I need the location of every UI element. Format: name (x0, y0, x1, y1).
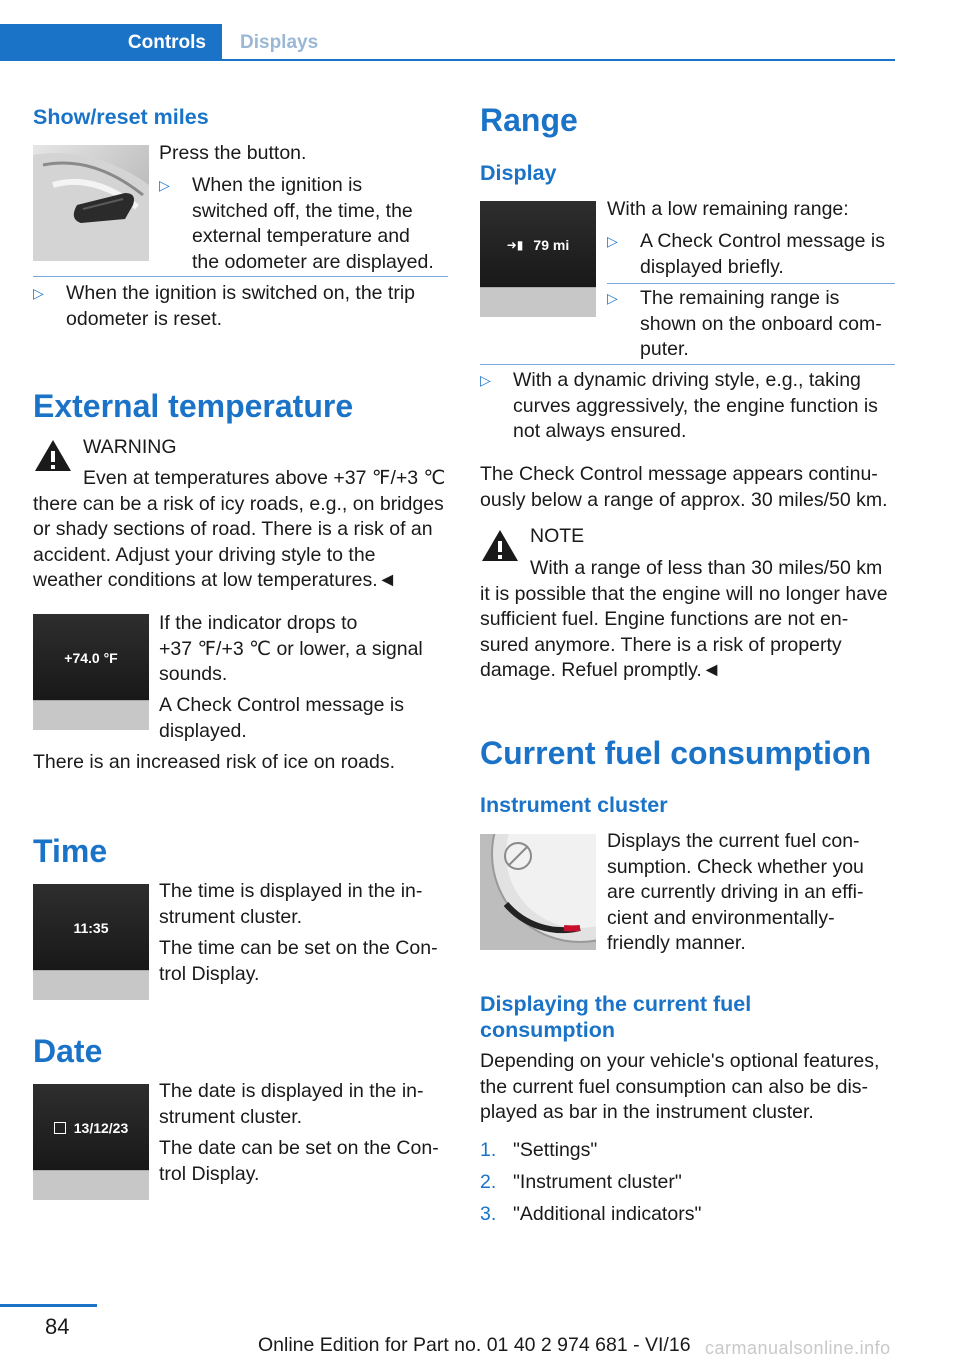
bullet-line: switched off, the time, the (192, 199, 413, 222)
subheading-display: Display (480, 161, 557, 185)
step-text: "Settings" (513, 1139, 598, 1161)
warning-line: accident. Adjust your driving style to the (33, 543, 376, 566)
date-readout: 13/12/23 (73, 1119, 129, 1136)
list-item (480, 368, 900, 445)
heading-show-reset: Show/reset miles (33, 105, 209, 129)
page-number: 84 (45, 1314, 70, 1339)
divider (33, 276, 448, 277)
warning-text (33, 466, 453, 594)
heading-range: Range (480, 102, 578, 138)
subheading-displaying-fuel (480, 991, 900, 1043)
fuel-pump-icon: ➜▮ (506, 237, 524, 252)
note-line: With a range of less than 30 miles/50 km (530, 557, 883, 579)
text-line: The date can be set on the Con- (159, 1137, 439, 1159)
warning-line: or shady sections of road. There is a risk of an (33, 518, 433, 540)
heading-fuel-consumption: Current fuel consumption (480, 735, 872, 771)
divider (607, 283, 895, 284)
heading-date: Date (33, 1033, 103, 1069)
list-item (480, 1202, 900, 1234)
heading-line: consumption (480, 1018, 615, 1042)
range-paragraph (480, 462, 900, 513)
text-line: played as bar in the instrument cluster. (480, 1101, 814, 1123)
text-line: the current fuel consumption can also be dis- (480, 1075, 869, 1098)
bullet-line: shown on the onboard com- (640, 312, 882, 335)
text-line: strument cluster. (159, 1105, 303, 1128)
display-bezel (33, 700, 149, 730)
text-line: cient and environmentally- (607, 906, 835, 929)
temperature-display-image (33, 614, 149, 730)
tab-controls[interactable]: Controls (0, 24, 222, 61)
bullet-line: When the ignition is switched on, the trip (66, 282, 416, 304)
list-item (607, 229, 897, 280)
header-rule (0, 59, 895, 61)
tab-displays[interactable]: Displays (240, 31, 319, 53)
range-display-image (480, 201, 596, 317)
bullet-line: With a dynamic driving style, e.g., taking (513, 369, 861, 391)
text-line: Depending on your vehicle's optional features, (480, 1050, 880, 1072)
note-text (480, 556, 900, 684)
heading-line: Displaying the current fuel (480, 992, 752, 1016)
note-line: it is possible that the engine will no longer have (480, 582, 888, 605)
fuel-paragraph-1 (607, 829, 897, 957)
heading-time: Time (33, 833, 108, 869)
note-line: sured anymore. There is a risk of property (480, 633, 842, 656)
warning-line: there can be a risk of icy roads, e.g., on bridges (33, 492, 444, 515)
time-display-image (33, 884, 149, 1000)
bullet-line: not always ensured. (513, 420, 687, 442)
subheading-instrument-cluster: Instrument cluster (480, 793, 668, 817)
edition-line: Online Edition for Part no. 01 40 2 974 681 - VI/16 (258, 1334, 691, 1356)
steps-list (480, 1138, 900, 1234)
triangle-right-icon: ▷ (33, 285, 44, 301)
date-display-image (33, 1084, 149, 1200)
text-line: friendly manner. (607, 932, 746, 954)
text-line: If the indicator drops to (159, 612, 358, 634)
text-line: Displays the current fuel con- (607, 830, 860, 852)
temp-paragraph-2 (159, 693, 449, 744)
fuel-paragraph-2 (480, 1049, 900, 1126)
text-line: trol Display. (159, 1162, 260, 1185)
temperature-readout: +74.0 °F (33, 614, 149, 701)
step-text: "Instrument cluster" (513, 1171, 682, 1193)
display-bezel (33, 1170, 149, 1200)
header-bar (0, 0, 895, 62)
display-bezel (480, 287, 596, 317)
warning-line: Even at temperatures above +37 ℉/+3 ℃ (83, 467, 446, 489)
text-line: +37 ℉/+3 ℃ or lower, a signal (159, 637, 423, 660)
footer-rule (0, 1304, 97, 1307)
text-line: sumption. Check whether you (607, 855, 864, 878)
text-line: are currently driving in an effi- (607, 881, 864, 903)
note-line: sufficient fuel. Engine functions are not en- (480, 608, 849, 630)
time-paragraph-2 (159, 936, 454, 987)
range-readout: 79 mi (533, 236, 570, 253)
bullet-line: A Check Control message is (640, 230, 885, 252)
text-line: ously below a range of approx. 30 miles/50 km. (480, 488, 888, 511)
text-line: sounds. (159, 663, 228, 685)
divider (480, 364, 895, 365)
text-line: displayed. (159, 719, 247, 742)
reset-button-image (33, 145, 149, 261)
list-item (33, 281, 453, 332)
display-bezel (33, 970, 149, 1000)
watermark: carmanualsonline.info (705, 1338, 891, 1358)
date-paragraph-1 (159, 1079, 454, 1130)
bullet-line: external temperature and (192, 225, 410, 247)
list-item (159, 173, 449, 275)
bullet-line: the odometer are displayed. (192, 250, 434, 273)
step-number: 1. (480, 1139, 497, 1161)
warning-line: weather conditions at low temperatures.◄ (33, 569, 397, 591)
list-item (480, 1138, 900, 1170)
text-line: strument cluster. (159, 905, 303, 928)
temp-paragraph-1 (159, 611, 449, 688)
bullet-line: The remaining range is (640, 287, 840, 309)
time-readout: 11:35 (33, 884, 149, 971)
bullet-line: curves aggressively, the engine function is (513, 394, 878, 417)
list-item (480, 1170, 900, 1202)
text-line: A Check Control message is (159, 694, 404, 716)
date-paragraph-2 (159, 1136, 454, 1187)
bullet-line: odometer is reset. (66, 307, 223, 330)
show-reset-intro: Press the button. (159, 142, 307, 164)
bullet-line: displayed briefly. (640, 255, 784, 278)
date-screen (33, 1084, 149, 1171)
text-line: trol Display. (159, 962, 260, 985)
range-screen (480, 201, 596, 288)
text-line: The time can be set on the Con- (159, 937, 438, 959)
step-text: "Additional indicators" (513, 1203, 702, 1225)
triangle-right-icon: ▷ (607, 290, 618, 306)
triangle-right-icon: ▷ (607, 233, 618, 249)
warning-label: WARNING (83, 436, 177, 458)
instrument-cluster-image (480, 834, 596, 950)
step-number: 3. (480, 1203, 497, 1225)
temp-paragraph-3: There is an increased risk of ice on roads. (33, 751, 396, 773)
note-line: damage. Refuel promptly.◄ (480, 659, 722, 681)
bullet-line: puter. (640, 338, 689, 360)
calendar-icon (54, 1122, 66, 1134)
step-number: 2. (480, 1171, 497, 1193)
bullet-line: When the ignition is (192, 174, 363, 196)
list-item (607, 286, 897, 363)
time-paragraph-1 (159, 879, 454, 930)
triangle-right-icon: ▷ (159, 177, 170, 193)
range-intro: With a low remaining range: (607, 198, 849, 220)
text-line: The date is displayed in the in- (159, 1080, 424, 1102)
text-line: The Check Control message appears continu- (480, 463, 878, 485)
triangle-right-icon: ▷ (480, 372, 491, 388)
text-line: The time is displayed in the in- (159, 880, 423, 902)
note-label: NOTE (530, 525, 585, 547)
heading-external-temperature: External temperature (33, 388, 354, 424)
